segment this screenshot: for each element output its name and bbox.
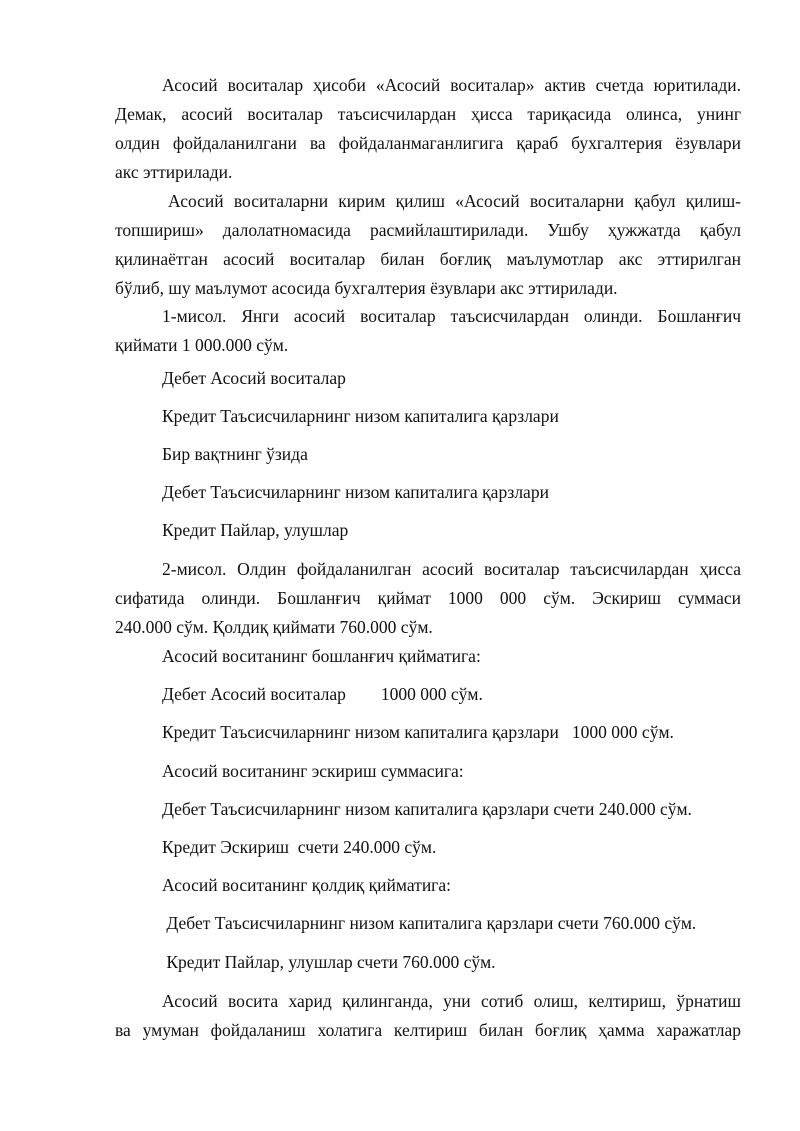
- paragraph-purchase-costs: [115, 987, 741, 1045]
- entry-line: Кредит Пайлар, улушлар: [162, 520, 349, 540]
- entry-line: Дебет Таъсисчиларнинг низом капиталига қарзлари счети 760.000 сўм.: [162, 913, 697, 933]
- entry-line: Дебет Таъсисчиларнинг низом капиталига қарзлари счети 240.000 сўм.: [162, 799, 692, 819]
- text-line: топшириш» далолатномасида расмийлаштирилади. Ушбу ҳужжатда қабул: [115, 220, 741, 240]
- entry-line: Асосий воситанинг эскириш суммасига:: [162, 761, 464, 781]
- entry-line: Кредит Таъсисчиларнинг низом капиталига қарзлари 1000 000 сўм.: [162, 722, 674, 742]
- paragraph-receipt-registration: [115, 187, 741, 303]
- text-line: 2-мисол. Олдин фойдаланилган асосий воситалар таъсисчилардан ҳисса: [162, 559, 741, 579]
- entry-line: Асосий воситанинг бошланғич қийматига:: [162, 646, 481, 666]
- text-line: акс эттирилади.: [115, 162, 233, 182]
- text-line: 240.000 сўм. Қолдиқ қиймати 760.000 сўм.: [115, 617, 433, 637]
- text-line: олдин фойдаланилгани ва фойдаланмаганлигига қараб бухгалтерия ёзувлари: [115, 133, 741, 153]
- entry-line: Кредит Пайлар, улушлар счети 760.000 сўм.: [162, 952, 496, 972]
- entry-line: Дебет Таъсисчиларнинг низом капиталига қарзлари: [162, 482, 549, 502]
- text-line: бўлиб, шу маълумот асосида бухгалтерия ёзувлари акс эттирилади.: [115, 278, 618, 298]
- text-line: Асосий восита харид қилинганда, уни сотиб олиш, келтириш, ўрнатиш: [162, 991, 741, 1011]
- entry-line: Кредит Эскириш счети 240.000 сўм.: [162, 837, 437, 857]
- text-line: Демак, асосий воситалар таъсисчилардан ҳисса тариқасида олинса, унинг: [115, 104, 741, 124]
- paragraph-fixed-assets-accounting: [115, 71, 741, 187]
- text-line: Асосий воситаларни кирим қилиш «Асосий воситаларни қабул қилиш-: [168, 191, 741, 211]
- entry-line: Дебет Асосий воситалар: [162, 368, 346, 388]
- entry-line: Дебет Асосий воситалар 1000 000 сўм.: [162, 684, 483, 704]
- text-line: қилинаётган асосий воситалар билан боғлиқ маълумотлар акс эттирилган: [115, 249, 741, 269]
- text-line: қиймати 1 000.000 сўм.: [115, 335, 289, 355]
- text-line: ва умуман фойдаланиш холатига келтириш билан боғлиқ ҳамма харажатлар: [115, 1020, 741, 1040]
- text-line: сифатида олинди. Бошланғич қиймат 1000 000 сўм. Эскириш суммаси: [115, 588, 741, 608]
- entry-line: Асосий воситанинг қолдиқ қийматига:: [162, 875, 451, 895]
- paragraph-example-2: [115, 555, 741, 642]
- entry-line: Бир вақтнинг ўзида: [162, 444, 308, 464]
- text-line: Асосий воситалар ҳисоби «Асосий воситалар» актив счетда юритилади.: [162, 75, 741, 95]
- paragraph-example-1: [115, 302, 741, 360]
- text-line: 1-мисол. Янги асосий воситалар таъсисчилардан олинди. Бошланғич: [162, 306, 741, 326]
- entry-line: Кредит Таъсисчиларнинг низом капиталига қарзлари: [162, 406, 559, 426]
